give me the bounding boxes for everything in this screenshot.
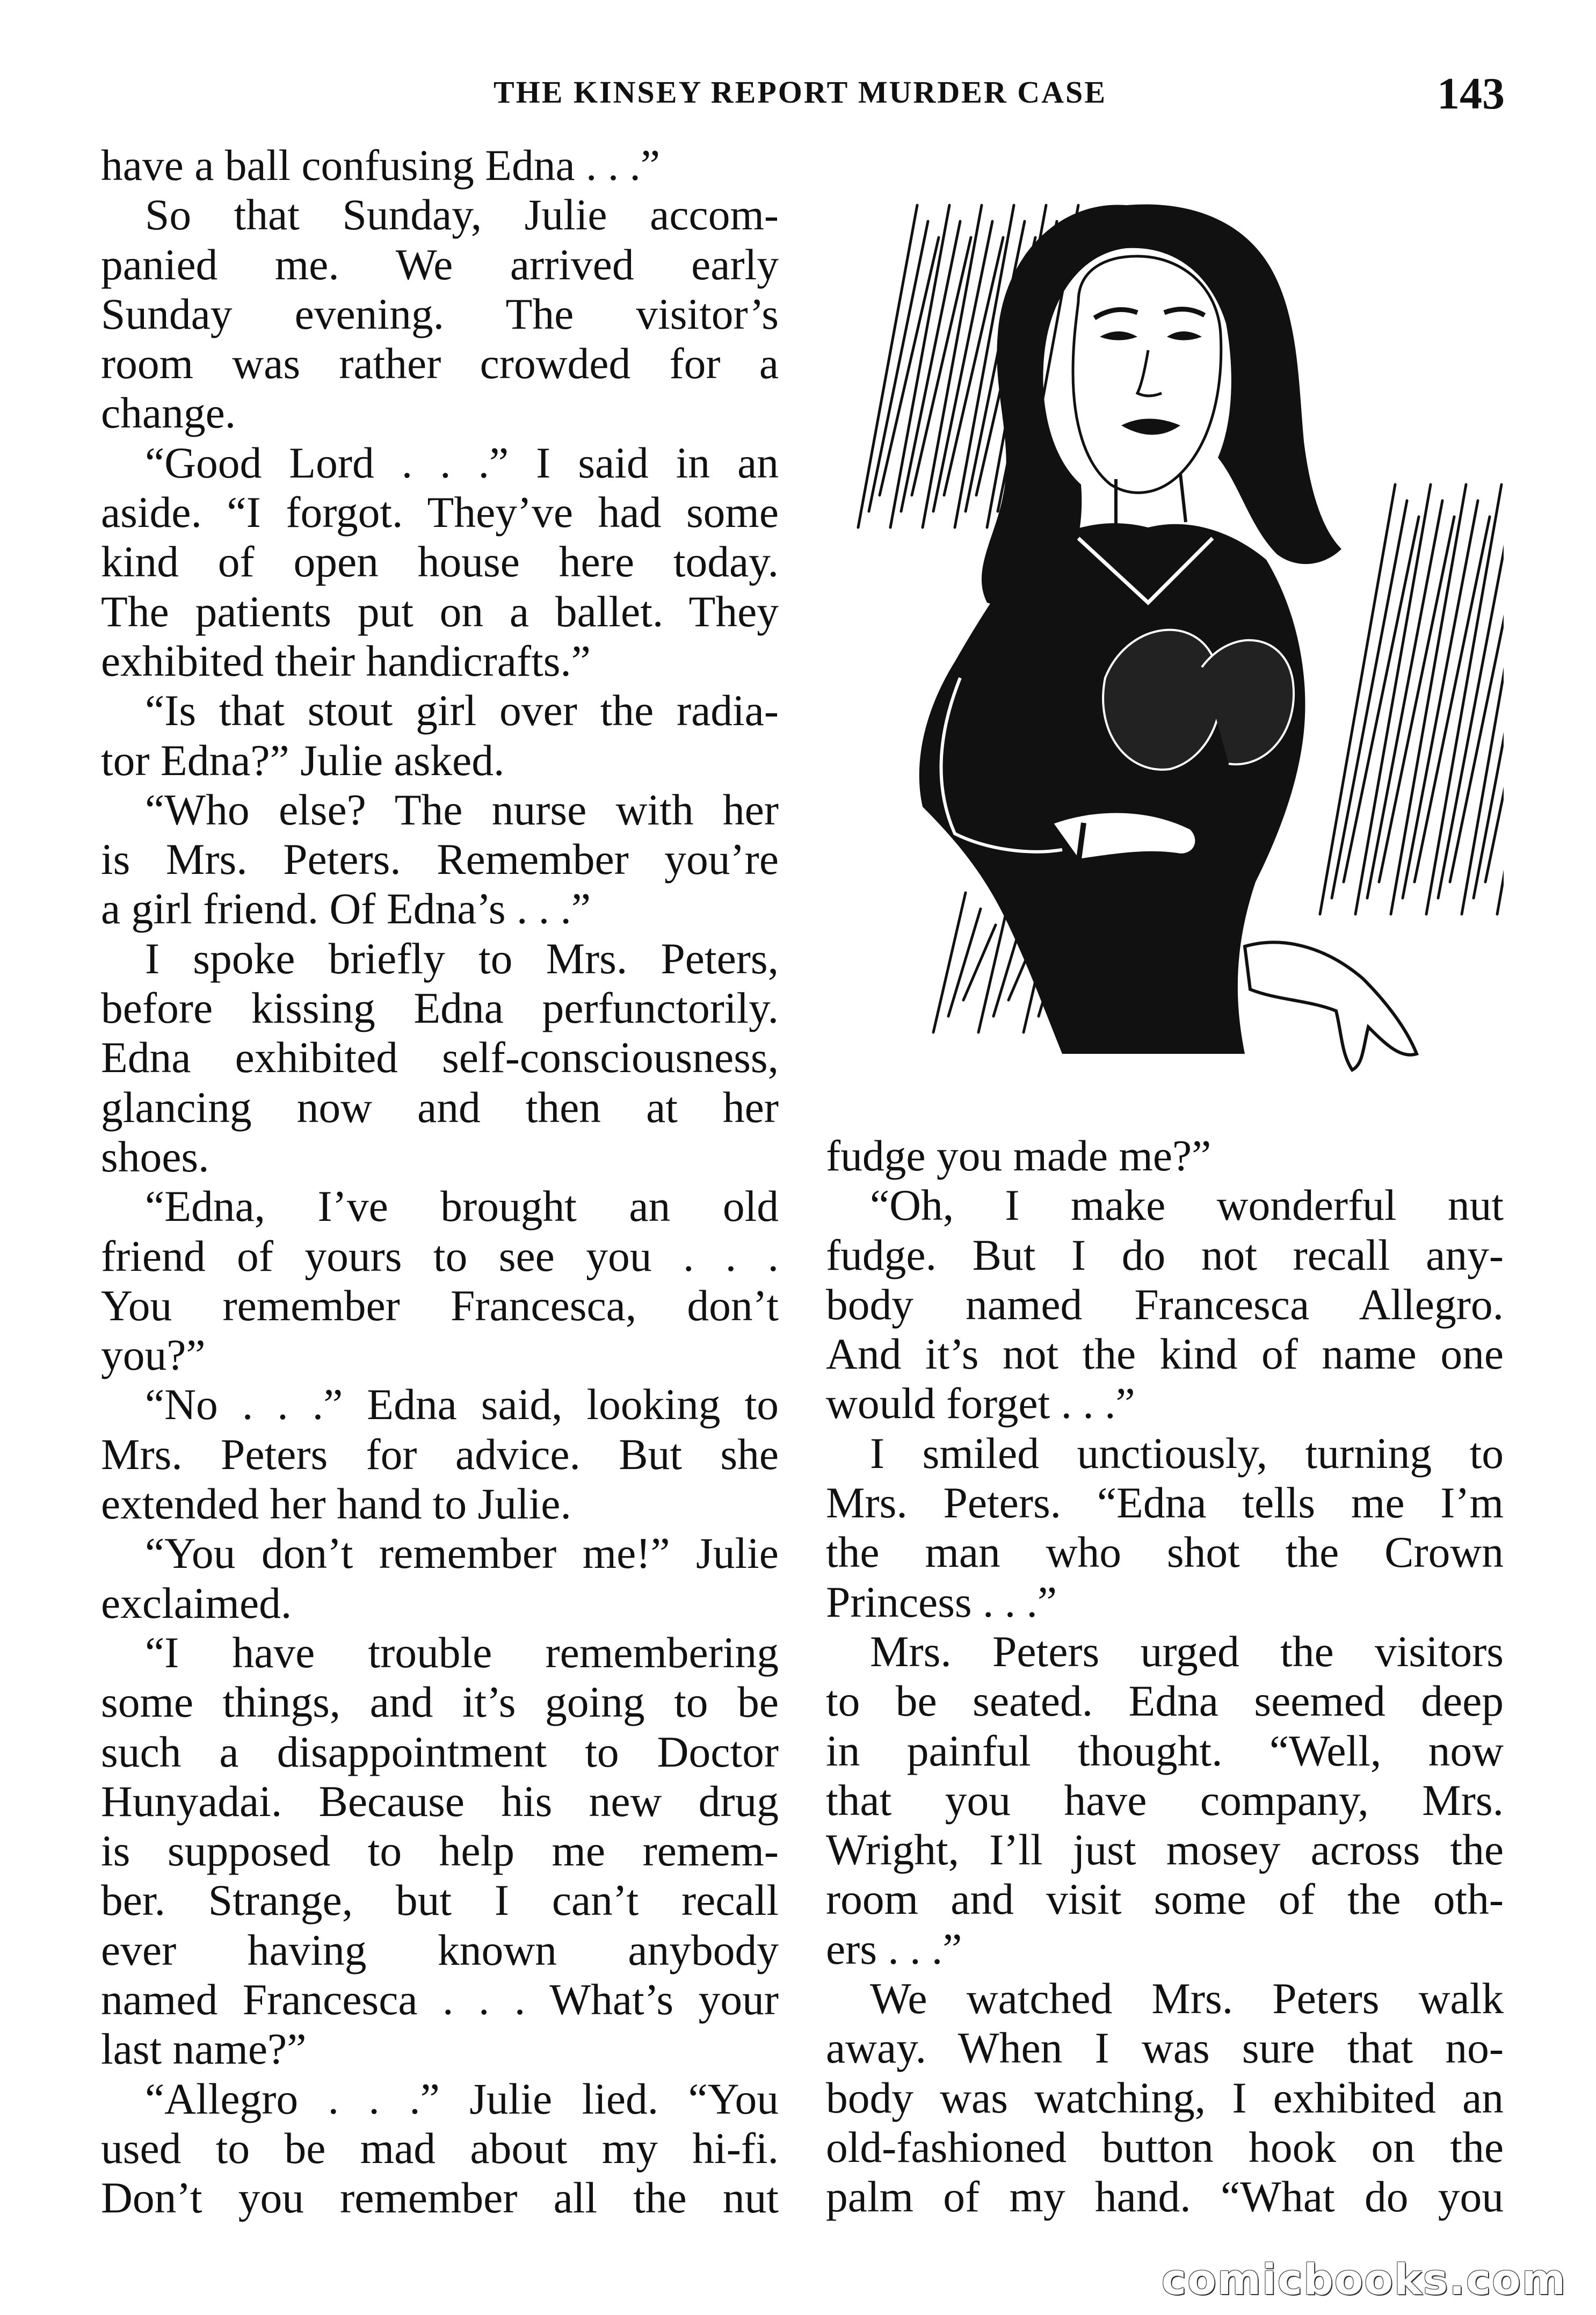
text-line: extended her hand to Julie. xyxy=(101,1479,571,1529)
left-text-column xyxy=(101,141,779,2223)
text-line: that you have company, Mrs. xyxy=(826,1775,1504,1825)
text-line: Mrs. Peters. “Edna tells me I’m xyxy=(826,1478,1504,1528)
text-line: shoes. xyxy=(101,1132,209,1181)
text-line: I smiled unctiously, turning to xyxy=(870,1428,1504,1478)
text-line: used to be mad about my hi-fi. xyxy=(101,2123,779,2173)
woman-illustration xyxy=(826,141,1504,1113)
text-line: “Oh, I make wonderful nut xyxy=(870,1181,1504,1230)
text-line: exhibited their handicrafts.” xyxy=(101,636,591,685)
text-line: You remember Francesca, don’t xyxy=(101,1281,779,1330)
running-head-title: THE KINSEY REPORT MURDER CASE xyxy=(493,75,1107,110)
text-line: “Allegro . . .” Julie lied. “You xyxy=(145,2074,779,2123)
text-line: “I have trouble remembering xyxy=(145,1627,779,1677)
site-watermark: comicbooks.com xyxy=(1161,2256,1566,2304)
text-line: have a ball confusing Edna . . .” xyxy=(101,141,661,190)
text-line: exclaimed. xyxy=(101,1578,292,1627)
text-line: in painful thought. “Well, now xyxy=(826,1726,1504,1775)
page-number: 143 xyxy=(1437,69,1505,119)
running-head xyxy=(0,69,1596,119)
text-line: Wright, I’ll just mosey across the xyxy=(826,1825,1504,1875)
text-line: old-fashioned button hook on the xyxy=(826,2122,1504,2172)
text-line: friend of yours to see you . . . xyxy=(101,1231,779,1281)
text-line: room was rather crowded for a xyxy=(101,339,779,388)
text-line: palm of my hand. “What do you xyxy=(826,2172,1504,2222)
text-line: some things, and it’s going to be xyxy=(101,1677,779,1727)
text-line: tor Edna?” Julie asked. xyxy=(101,735,505,785)
text-line: room and visit some of the oth- xyxy=(826,1875,1504,1924)
text-line: I spoke briefly to Mrs. Peters, xyxy=(145,934,779,983)
text-line: kind of open house here today. xyxy=(101,537,779,587)
text-line: fudge. But I do not recall any- xyxy=(826,1230,1504,1279)
text-line: you?” xyxy=(101,1330,206,1380)
text-line: body named Francesca Allegro. xyxy=(826,1279,1504,1329)
text-line: change. xyxy=(101,388,236,438)
text-line: Mrs. Peters urged the visitors xyxy=(870,1626,1504,1676)
text-line: Don’t you remember all the nut xyxy=(101,2173,779,2223)
text-line: So that Sunday, Julie accom- xyxy=(145,190,779,240)
text-line: “Edna, I’ve brought an old xyxy=(145,1182,779,1231)
text-line: Mrs. Peters for advice. But she xyxy=(101,1429,779,1479)
text-line: fudge you made me?” xyxy=(826,1131,1211,1180)
text-line: Edna exhibited self-consciousness, xyxy=(101,1033,779,1082)
text-line: We watched Mrs. Peters walk xyxy=(870,1974,1504,2023)
text-line: body was watching, I exhibited an xyxy=(826,2073,1504,2122)
text-line: ever having known anybody xyxy=(101,1925,779,1974)
woman-figure xyxy=(919,205,1417,1070)
text-line: aside. “I forgot. They’ve had some xyxy=(101,488,779,537)
text-line: is Mrs. Peters. Remember you’re xyxy=(101,835,779,884)
text-line: glancing now and then at her xyxy=(101,1082,779,1132)
text-line: such a disappointment to Doctor xyxy=(101,1727,779,1776)
text-line: Princess . . .” xyxy=(826,1577,1057,1626)
text-line: ers . . .” xyxy=(826,1924,962,1973)
text-line: panied me. We arrived early xyxy=(101,240,779,289)
text-line: is supposed to help me remem- xyxy=(101,1826,779,1876)
text-line: The patients put on a ballet. They xyxy=(101,587,779,636)
text-line: And it’s not the kind of name one xyxy=(826,1329,1504,1379)
text-line: would forget . . .” xyxy=(826,1379,1135,1428)
text-line: ber. Strange, but I can’t recall xyxy=(101,1876,779,1925)
text-line: “No . . .” Edna said, looking to xyxy=(145,1380,779,1429)
text-line: to be seated. Edna seemed deep xyxy=(826,1676,1504,1726)
right-text-column xyxy=(826,1131,1504,2222)
text-line: away. When I was sure that no- xyxy=(826,2023,1504,2073)
text-line: “You don’t remember me!” Julie xyxy=(145,1529,779,1578)
text-line: named Francesca . . . What’s your xyxy=(101,1974,779,2024)
text-line: a girl friend. Of Edna’s . . .” xyxy=(101,884,591,934)
text-line: “Who else? The nurse with her xyxy=(145,785,779,834)
text-line: the man who shot the Crown xyxy=(826,1528,1504,1577)
text-line: Sunday evening. The visitor’s xyxy=(101,289,779,338)
text-line: last name?” xyxy=(101,2024,307,2074)
text-line: “Good Lord . . .” I said in an xyxy=(145,438,779,487)
text-line: before kissing Edna perfunctorily. xyxy=(101,983,779,1033)
text-line: Hunyadai. Because his new drug xyxy=(101,1776,779,1826)
text-line: “Is that stout girl over the radia- xyxy=(145,686,779,735)
